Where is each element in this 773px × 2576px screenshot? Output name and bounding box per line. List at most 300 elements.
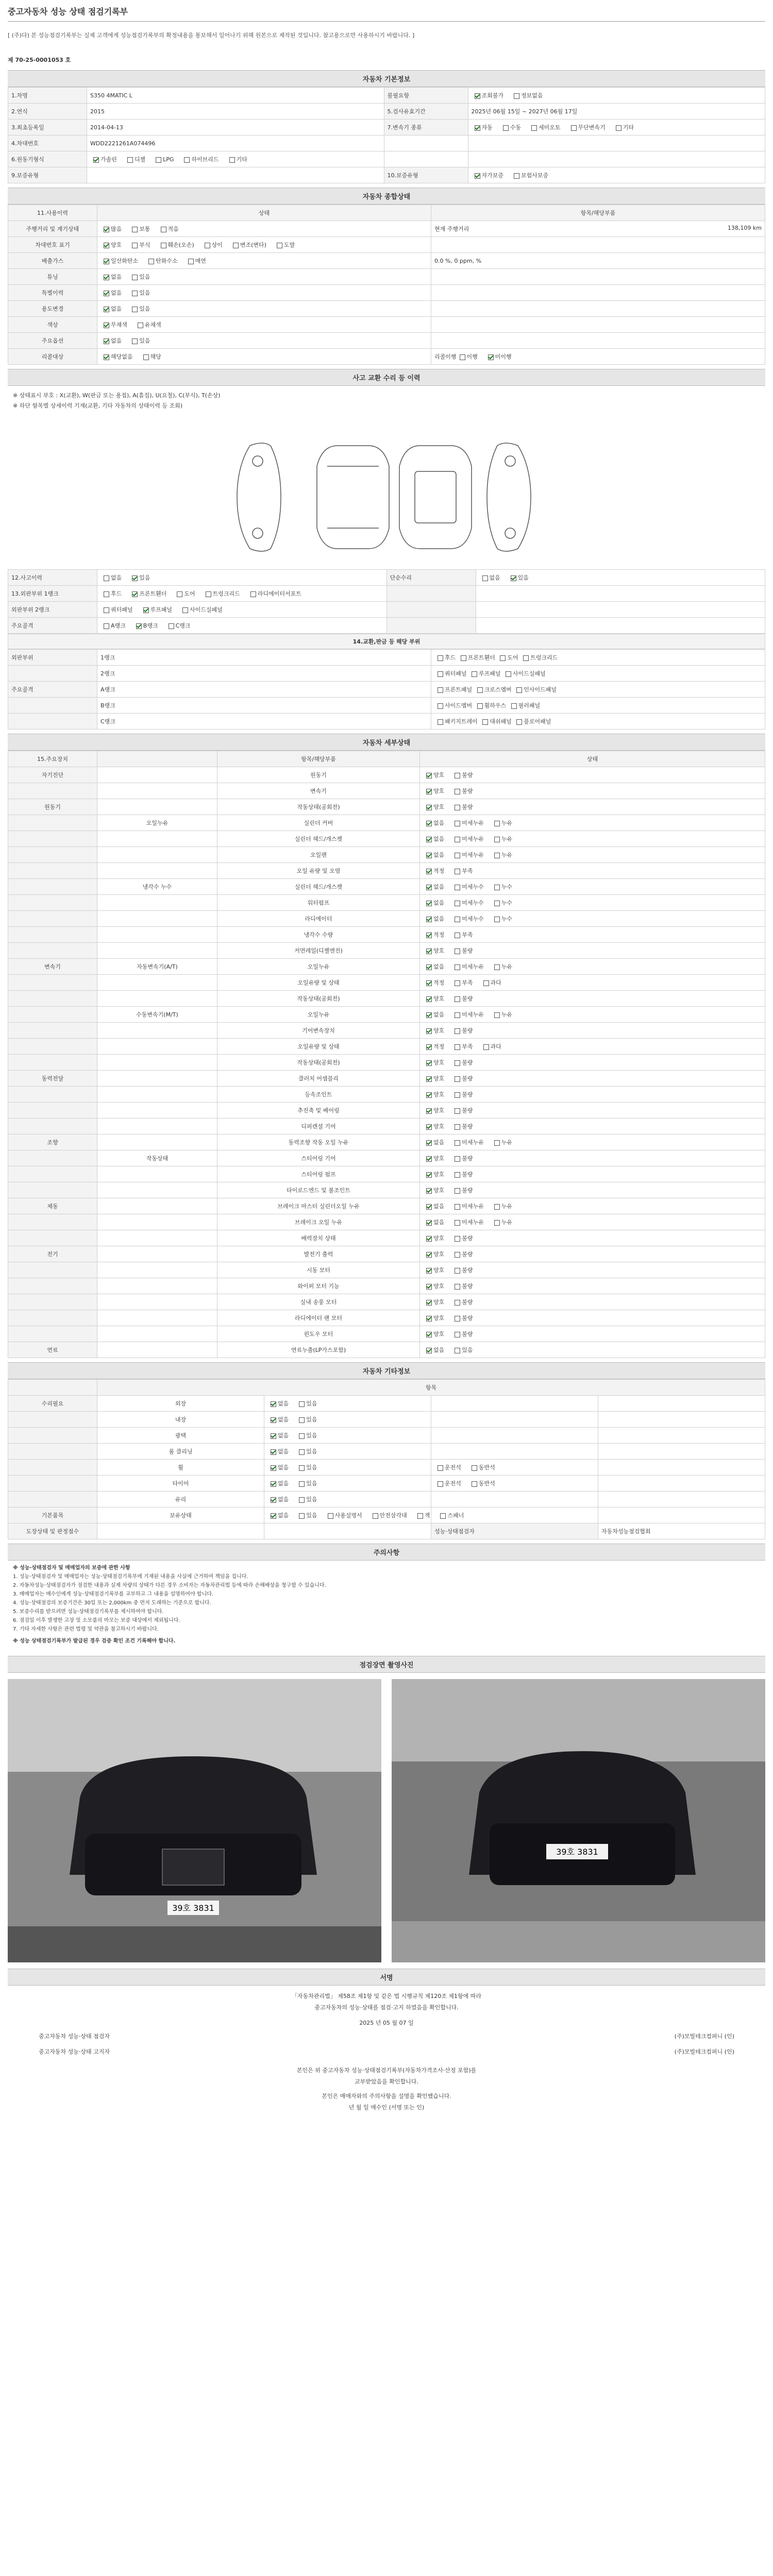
detail-options-option[interactable] — [423, 1154, 444, 1162]
checkbox[interactable] — [426, 1252, 432, 1258]
detail-options-option[interactable] — [423, 1170, 444, 1178]
checkbox[interactable] — [161, 243, 166, 248]
checkbox[interactable] — [426, 1156, 432, 1162]
other-options-option[interactable] — [267, 1447, 289, 1455]
detail-options-option[interactable] — [423, 946, 444, 955]
checkbox[interactable] — [455, 1348, 460, 1353]
accident-options-option[interactable] — [100, 605, 133, 614]
detail-options-option[interactable] — [491, 835, 512, 843]
general-options-option[interactable] — [100, 320, 127, 329]
detail-options-option[interactable] — [423, 1282, 444, 1290]
checkbox[interactable] — [104, 591, 109, 597]
checkbox[interactable] — [494, 1204, 500, 1210]
basic-options-2-option[interactable] — [511, 171, 548, 179]
basic-options-2-option[interactable] — [472, 91, 504, 99]
general-options-option[interactable] — [100, 304, 122, 313]
detail-options-option[interactable] — [491, 962, 512, 971]
general-options-option[interactable] — [100, 257, 138, 265]
checkbox[interactable] — [455, 1316, 460, 1321]
general-options-option[interactable] — [158, 225, 179, 233]
detail-options-option[interactable] — [451, 1186, 473, 1194]
general-options-option[interactable] — [145, 257, 178, 265]
detail-options-option[interactable] — [451, 1266, 473, 1274]
detail-options-option[interactable] — [423, 1314, 444, 1322]
detail-options-option[interactable] — [451, 1122, 473, 1130]
checkbox[interactable] — [271, 1481, 276, 1487]
detail-options-option[interactable] — [451, 899, 484, 907]
checkbox[interactable] — [426, 1300, 432, 1306]
checkbox[interactable] — [488, 354, 494, 360]
general-options-option[interactable] — [129, 336, 150, 345]
detail-options-option[interactable] — [423, 1074, 444, 1082]
checkbox[interactable] — [455, 1092, 460, 1098]
basic-options-option[interactable] — [226, 155, 247, 163]
checkbox[interactable] — [426, 1092, 432, 1098]
other-options-option[interactable] — [267, 1463, 289, 1471]
accident-options-option[interactable] — [133, 621, 158, 630]
general-options-option[interactable] — [201, 241, 223, 249]
checkbox[interactable] — [426, 1012, 432, 1018]
detail-options-option[interactable] — [451, 962, 484, 971]
basic-options-option[interactable] — [153, 156, 174, 163]
detail-options-option[interactable] — [423, 1010, 444, 1019]
general-options-option[interactable] — [140, 352, 161, 361]
other-options-option[interactable] — [267, 1511, 289, 1519]
side-options-option[interactable] — [434, 1463, 461, 1471]
general-options-option[interactable] — [135, 320, 161, 329]
checkbox[interactable] — [571, 125, 577, 131]
other-options-option[interactable] — [296, 1511, 317, 1519]
general-options-option[interactable] — [129, 225, 150, 233]
checkbox[interactable] — [426, 885, 432, 890]
accident-options-option[interactable] — [129, 573, 150, 582]
checkbox[interactable] — [426, 948, 432, 954]
checkbox[interactable] — [161, 227, 166, 232]
checkbox[interactable] — [104, 623, 109, 629]
checkbox[interactable] — [426, 773, 432, 778]
detail-options-option[interactable] — [451, 835, 484, 843]
checkbox[interactable] — [104, 323, 109, 328]
checkbox[interactable] — [426, 1076, 432, 1082]
checkbox[interactable] — [132, 591, 138, 597]
general-options-option[interactable] — [230, 241, 266, 249]
other-options-option[interactable] — [437, 1511, 464, 1519]
checkbox[interactable] — [104, 354, 109, 360]
checkbox[interactable] — [455, 980, 460, 986]
checkbox[interactable] — [426, 933, 432, 938]
checkbox[interactable] — [205, 243, 210, 248]
checkbox[interactable] — [104, 243, 109, 248]
checkbox[interactable] — [271, 1433, 276, 1439]
detail-options-option[interactable] — [451, 819, 484, 827]
checkbox[interactable] — [494, 964, 500, 970]
checkbox[interactable] — [472, 1481, 477, 1487]
checkbox[interactable] — [455, 917, 460, 922]
checkbox[interactable] — [438, 1481, 443, 1487]
checkbox[interactable] — [455, 1044, 460, 1050]
checkbox[interactable] — [455, 1140, 460, 1146]
simple-repair-options-option[interactable] — [479, 573, 500, 582]
detail-options-option[interactable] — [451, 1170, 473, 1178]
checkbox[interactable] — [455, 901, 460, 906]
other-options-option[interactable] — [267, 1479, 289, 1487]
accident-options-option[interactable] — [203, 589, 240, 598]
recall-options-option[interactable] — [457, 352, 478, 361]
detail-options-option[interactable] — [480, 1042, 501, 1050]
general-options-option[interactable] — [158, 241, 194, 249]
checkbox[interactable] — [132, 227, 138, 232]
checkbox[interactable] — [299, 1433, 305, 1439]
general-options-option[interactable] — [129, 241, 150, 249]
detail-options-option[interactable] — [423, 1234, 444, 1242]
checkbox[interactable] — [299, 1401, 305, 1407]
checkbox[interactable] — [475, 93, 480, 99]
detail-options-option[interactable] — [491, 1010, 512, 1019]
other-options-option[interactable] — [296, 1415, 317, 1423]
checkbox[interactable] — [455, 1156, 460, 1162]
checkbox[interactable] — [455, 948, 460, 954]
detail-options-option[interactable] — [423, 1202, 444, 1210]
checkbox[interactable] — [426, 1284, 432, 1290]
detail-options-option[interactable] — [423, 835, 444, 843]
checkbox[interactable] — [104, 259, 109, 264]
checkbox[interactable] — [426, 1188, 432, 1194]
detail-options-option[interactable] — [423, 1122, 444, 1130]
checkbox[interactable] — [426, 1348, 432, 1353]
detail-options-option[interactable] — [451, 771, 473, 779]
checkbox[interactable] — [483, 980, 489, 986]
accident-options-option[interactable] — [129, 589, 166, 598]
checkbox[interactable] — [426, 853, 432, 858]
checkbox[interactable] — [417, 1513, 423, 1519]
checkbox[interactable] — [132, 575, 138, 581]
checkbox[interactable] — [482, 575, 488, 581]
checkbox[interactable] — [299, 1449, 305, 1455]
detail-options-option[interactable] — [491, 1202, 512, 1210]
checkbox[interactable] — [132, 243, 138, 248]
detail-options-option[interactable] — [423, 1058, 444, 1066]
checkbox[interactable] — [494, 1220, 500, 1226]
detail-options-option[interactable] — [491, 1218, 512, 1226]
checkbox[interactable] — [455, 853, 460, 858]
checkbox[interactable] — [426, 1268, 432, 1274]
checkbox[interactable] — [143, 607, 149, 613]
side-options-option[interactable] — [468, 1463, 495, 1471]
checkbox[interactable] — [472, 1465, 477, 1471]
checkbox[interactable] — [104, 607, 109, 613]
basic-options-2-option[interactable] — [568, 123, 606, 131]
checkbox[interactable] — [455, 1012, 460, 1018]
checkbox[interactable] — [426, 805, 432, 810]
detail-options-option[interactable] — [451, 1234, 473, 1242]
checkbox[interactable] — [426, 901, 432, 906]
checkbox[interactable] — [455, 1076, 460, 1082]
detail-options-option[interactable] — [451, 883, 484, 891]
checkbox[interactable] — [169, 623, 174, 629]
other-options-option[interactable] — [267, 1415, 289, 1423]
checkbox[interactable] — [426, 1204, 432, 1210]
detail-options-option[interactable] — [423, 787, 444, 795]
detail-options-option[interactable] — [451, 1298, 473, 1306]
general-options-option[interactable] — [100, 225, 122, 233]
checkbox[interactable] — [104, 227, 109, 232]
checkbox[interactable] — [426, 917, 432, 922]
other-options-option[interactable] — [325, 1511, 362, 1519]
checkbox[interactable] — [299, 1465, 305, 1471]
accident-options-option[interactable] — [179, 605, 223, 614]
checkbox[interactable] — [426, 789, 432, 794]
checkbox[interactable] — [426, 837, 432, 842]
detail-options-option[interactable] — [451, 1282, 473, 1290]
other-options-option[interactable] — [296, 1399, 317, 1408]
checkbox[interactable] — [132, 338, 138, 344]
detail-options-option[interactable] — [423, 1106, 444, 1114]
detail-options-option[interactable] — [451, 994, 473, 1003]
basic-options-option[interactable] — [124, 155, 145, 163]
checkbox[interactable] — [455, 1204, 460, 1210]
detail-options-option[interactable] — [451, 1218, 484, 1226]
checkbox[interactable] — [182, 607, 188, 613]
checkbox[interactable] — [271, 1513, 276, 1519]
checkbox[interactable] — [426, 1060, 432, 1066]
checkbox[interactable] — [233, 243, 239, 248]
detail-options-option[interactable] — [451, 1202, 484, 1210]
checkbox[interactable] — [455, 885, 460, 890]
other-options-option[interactable] — [296, 1431, 317, 1439]
checkbox[interactable] — [494, 853, 500, 858]
side-options-option[interactable] — [434, 1479, 461, 1487]
checkbox[interactable] — [426, 821, 432, 826]
other-options-option[interactable] — [267, 1399, 289, 1408]
accident-options-option[interactable] — [165, 621, 191, 630]
checkbox[interactable] — [328, 1513, 333, 1519]
checkbox[interactable] — [426, 1172, 432, 1178]
detail-options-option[interactable] — [423, 851, 444, 859]
basic-options-option[interactable] — [181, 155, 219, 163]
detail-options-option[interactable] — [423, 1042, 444, 1050]
accident-options-option[interactable] — [140, 605, 173, 614]
checkbox[interactable] — [455, 1220, 460, 1226]
general-options-option[interactable] — [100, 336, 122, 345]
checkbox[interactable] — [136, 623, 142, 629]
side-options-option[interactable] — [468, 1479, 495, 1487]
checkbox[interactable] — [426, 1332, 432, 1337]
basic-options-2-option[interactable] — [613, 123, 634, 131]
detail-options-option[interactable] — [451, 787, 473, 795]
detail-options-option[interactable] — [451, 867, 473, 875]
accident-options-option[interactable] — [174, 589, 195, 598]
general-options-option[interactable] — [129, 273, 150, 281]
checkbox[interactable] — [455, 805, 460, 810]
checkbox[interactable] — [299, 1497, 305, 1503]
detail-options-option[interactable] — [491, 819, 512, 827]
detail-options-option[interactable] — [451, 1074, 473, 1082]
checkbox[interactable] — [475, 125, 480, 131]
checkbox[interactable] — [299, 1513, 305, 1519]
checkbox[interactable] — [271, 1465, 276, 1471]
checkbox[interactable] — [494, 885, 500, 890]
detail-options-option[interactable] — [423, 978, 444, 987]
checkbox[interactable] — [511, 575, 516, 581]
checkbox[interactable] — [104, 575, 109, 581]
basic-options-2-option[interactable] — [472, 171, 504, 179]
other-options-option[interactable] — [296, 1479, 317, 1487]
detail-options-option[interactable] — [423, 1298, 444, 1306]
recall-options-option[interactable] — [485, 352, 512, 361]
checkbox[interactable] — [177, 591, 182, 597]
checkbox[interactable] — [514, 93, 519, 99]
basic-options-option[interactable] — [90, 155, 117, 163]
checkbox[interactable] — [455, 964, 460, 970]
detail-options-option[interactable] — [423, 1330, 444, 1338]
basic-options-2-option[interactable] — [511, 91, 543, 99]
general-options-option[interactable] — [100, 289, 122, 297]
checkbox[interactable] — [455, 821, 460, 826]
checkbox[interactable] — [455, 1108, 460, 1114]
detail-options-option[interactable] — [451, 1026, 473, 1035]
other-options-option[interactable] — [267, 1431, 289, 1439]
detail-options-option[interactable] — [423, 1138, 444, 1146]
checkbox[interactable] — [455, 1188, 460, 1194]
checkbox[interactable] — [455, 1236, 460, 1242]
detail-options-option[interactable] — [451, 1042, 473, 1050]
checkbox[interactable] — [531, 125, 537, 131]
detail-options-option[interactable] — [423, 1090, 444, 1098]
detail-options-option[interactable] — [423, 883, 444, 891]
general-options-option[interactable] — [185, 257, 206, 265]
detail-options-option[interactable] — [451, 1010, 484, 1019]
simple-repair-options-option[interactable] — [508, 573, 529, 582]
detail-options-option[interactable] — [491, 1138, 512, 1146]
detail-options-option[interactable] — [451, 1250, 473, 1258]
checkbox[interactable] — [503, 125, 509, 131]
checkbox[interactable] — [250, 591, 256, 597]
other-options-option[interactable] — [296, 1447, 317, 1455]
checkbox[interactable] — [299, 1481, 305, 1487]
checkbox[interactable] — [426, 1108, 432, 1114]
detail-options-option[interactable] — [451, 1138, 484, 1146]
detail-options-option[interactable] — [423, 899, 444, 907]
basic-options-2-option[interactable] — [528, 123, 561, 131]
checkbox[interactable] — [455, 1028, 460, 1034]
checkbox[interactable] — [455, 1060, 460, 1066]
checkbox[interactable] — [271, 1497, 276, 1503]
general-options-option[interactable] — [129, 304, 150, 313]
checkbox[interactable] — [426, 1124, 432, 1130]
checkbox[interactable] — [299, 1417, 305, 1423]
detail-options-option[interactable] — [423, 1346, 444, 1354]
checkbox[interactable] — [426, 980, 432, 986]
detail-options-option[interactable] — [451, 914, 484, 923]
general-options-option[interactable] — [274, 241, 295, 249]
checkbox[interactable] — [455, 933, 460, 938]
checkbox[interactable] — [277, 243, 282, 248]
detail-options-option[interactable] — [491, 883, 512, 891]
checkbox[interactable] — [188, 259, 194, 264]
checkbox[interactable] — [426, 1028, 432, 1034]
detail-options-option[interactable] — [423, 1250, 444, 1258]
checkbox[interactable] — [229, 157, 235, 163]
checkbox[interactable] — [455, 1124, 460, 1130]
checkbox[interactable] — [148, 259, 154, 264]
checkbox[interactable] — [455, 1268, 460, 1274]
checkbox[interactable] — [426, 996, 432, 1002]
detail-options-option[interactable] — [491, 914, 512, 923]
checkbox[interactable] — [426, 1220, 432, 1226]
checkbox[interactable] — [455, 1332, 460, 1337]
checkbox[interactable] — [271, 1449, 276, 1455]
checkbox[interactable] — [426, 1316, 432, 1321]
detail-options-option[interactable] — [423, 914, 444, 923]
checkbox[interactable] — [455, 789, 460, 794]
checkbox[interactable] — [494, 1140, 500, 1146]
checkbox[interactable] — [104, 275, 109, 280]
basic-options-2-option[interactable] — [500, 123, 521, 131]
detail-options-option[interactable] — [451, 1090, 473, 1098]
accident-options-option[interactable] — [247, 589, 301, 598]
checkbox[interactable] — [438, 1465, 443, 1471]
other-options-option[interactable] — [267, 1495, 289, 1503]
detail-options-option[interactable] — [423, 819, 444, 827]
checkbox[interactable] — [138, 323, 143, 328]
checkbox[interactable] — [475, 173, 480, 179]
detail-options-option[interactable] — [423, 1266, 444, 1274]
checkbox[interactable] — [494, 821, 500, 826]
detail-options-option[interactable] — [423, 1218, 444, 1226]
accident-options-option[interactable] — [100, 589, 122, 598]
detail-options-option[interactable] — [423, 771, 444, 779]
detail-options-option[interactable] — [423, 1186, 444, 1194]
detail-options-option[interactable] — [451, 851, 484, 859]
detail-options-option[interactable] — [423, 994, 444, 1003]
checkbox[interactable] — [271, 1417, 276, 1423]
accident-options-option[interactable] — [100, 621, 126, 630]
detail-options-option[interactable] — [451, 1314, 473, 1322]
checkbox[interactable] — [455, 837, 460, 842]
checkbox[interactable] — [494, 901, 500, 906]
detail-options-option[interactable] — [491, 899, 512, 907]
checkbox[interactable] — [455, 1284, 460, 1290]
checkbox[interactable] — [440, 1513, 446, 1519]
detail-options-option[interactable] — [423, 1026, 444, 1035]
other-options-option[interactable] — [414, 1511, 430, 1519]
checkbox[interactable] — [514, 173, 519, 179]
checkbox[interactable] — [143, 354, 149, 360]
checkbox[interactable] — [455, 1252, 460, 1258]
checkbox[interactable] — [184, 157, 190, 163]
detail-options-option[interactable] — [451, 1154, 473, 1162]
checkbox[interactable] — [455, 869, 460, 874]
checkbox[interactable] — [455, 1300, 460, 1306]
checkbox[interactable] — [132, 275, 138, 280]
detail-options-option[interactable] — [451, 803, 473, 811]
general-options-option[interactable] — [100, 352, 133, 361]
general-options-option[interactable] — [100, 273, 122, 281]
checkbox[interactable] — [460, 354, 465, 360]
checkbox[interactable] — [127, 157, 133, 163]
detail-options-option[interactable] — [451, 1106, 473, 1114]
detail-options-option[interactable] — [480, 978, 501, 987]
detail-options-option[interactable] — [451, 930, 473, 939]
checkbox[interactable] — [156, 157, 161, 163]
detail-options-option[interactable] — [423, 962, 444, 971]
checkbox[interactable] — [455, 1172, 460, 1178]
checkbox[interactable] — [494, 1012, 500, 1018]
checkbox[interactable] — [104, 338, 109, 344]
detail-options-option[interactable] — [451, 978, 473, 987]
detail-options-option[interactable] — [451, 946, 473, 955]
detail-options-option[interactable] — [423, 803, 444, 811]
